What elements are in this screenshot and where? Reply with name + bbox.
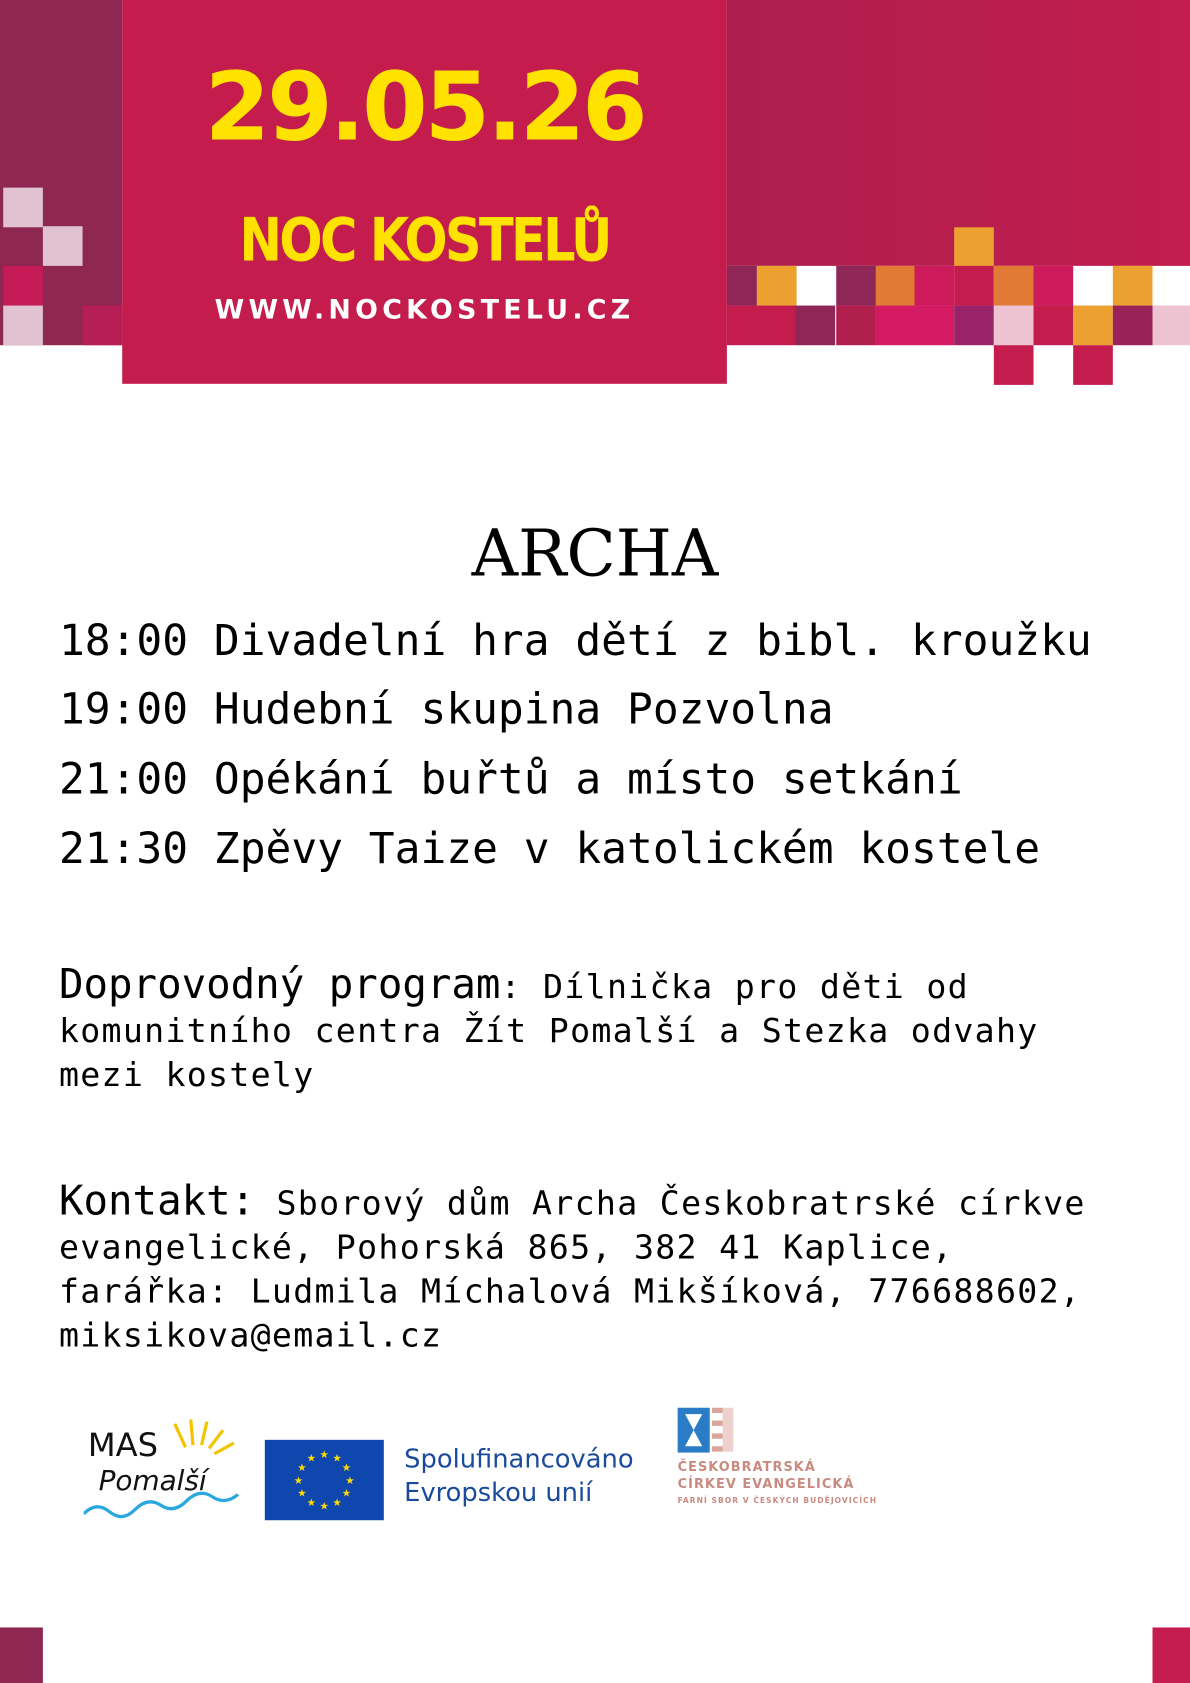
cce-logo-text [678,1458,877,1509]
schedule-text: Opékání buřtů a místo setkání [213,754,963,805]
schedule-time: 21:30 [58,824,189,874]
header-right-block [727,0,1190,266]
pixel-square [43,226,83,266]
eu-flag [265,1440,384,1520]
schedule-time: 18:00 [58,616,189,666]
pixel-square [836,266,876,306]
eu-star: ★ [319,1449,330,1462]
pixel-square [954,306,994,346]
contact-text: Sborový dům Archa Českobratrské církve evangelické, Pohorská 865, 382 41 Kaplice, farářka: Ludmila Míchalová Mikšíková, 776688602, miksikova@email.cz [58,1184,1086,1356]
chalice-cross-icon [678,1408,737,1453]
eu-star: ★ [293,1474,304,1487]
contact [59,1179,1142,1358]
pixel-square [1153,306,1190,346]
event-date: 29.05.26 [204,51,645,162]
eu-star: ★ [341,1487,352,1500]
pixel-square [994,306,1034,346]
schedule-text: Hudební skupina Pozvolna [213,685,834,735]
schedule-text: Divadelní hra dětí z bibl. kroužku [213,616,1092,666]
eu-cofinance-text [404,1443,633,1509]
pixel-square [1073,345,1113,385]
schedule-time: 19:00 [58,685,189,735]
side-program [58,960,1142,1098]
cce-line3: FARNÍ SBOR V ČESKÝCH BUDĚJOVICÍCH [677,1496,878,1506]
eu-star: ★ [341,1461,352,1474]
pixel-square [757,266,797,306]
schedule-item [59,755,963,804]
pixel-square [1113,306,1153,346]
pixel-square [1034,306,1074,346]
cce-line2: CÍRKEV EVANGELICKÁ [677,1476,855,1492]
mas-pomalsi-logo [84,1415,239,1522]
venue-title: ARCHA [471,516,719,592]
pixel-square [994,266,1034,306]
side-program-label: Doprovodný program [58,960,501,1008]
eu-star: ★ [345,1474,355,1487]
contact-label: Kontakt: [58,1177,256,1225]
eu-star: ★ [297,1487,307,1500]
eu-line1: Spolufinancováno [404,1444,634,1475]
event-title: NOC KOSTELŮ [239,205,610,276]
pixel-square [994,345,1034,385]
pixel-square [1073,306,1113,346]
eu-star: ★ [306,1452,317,1465]
footer-square-right [1153,1627,1190,1683]
mas-logo-line1: MAS [87,1425,159,1464]
schedule-time: 21:00 [58,754,189,805]
pixel-square [727,306,796,346]
eu-star: ★ [332,1452,342,1465]
schedule-item [59,824,1040,873]
pixel-square [83,306,123,346]
schedule-item [59,685,834,734]
pixel-square [1113,266,1153,306]
eu-star: ★ [319,1500,330,1513]
event-website[interactable]: WWW.NOCKOSTELU.CZ [214,293,635,325]
schedule-item [59,616,1092,665]
pixel-square [876,306,954,346]
footer-square-left [0,1627,43,1683]
pixel-square [1034,266,1074,306]
eu-stars-icon [265,1440,384,1520]
pixel-square [727,266,757,306]
side-program-text: : Dílnička pro děti od komunitního centra Žít Pomalší a Stezka odvahy mezi kostely [58,968,1039,1095]
pixel-square [954,266,994,306]
eu-line2: Evropskou unií [404,1477,593,1508]
cce-line1: ČESKOBRATRSKÁ [677,1459,816,1475]
schedule-text: Zpěvy Taize v katolickém kostele [213,824,1041,874]
pixel-square [3,306,43,346]
pixel-square [3,266,43,306]
pixel-square [795,306,835,346]
pixel-square [836,306,876,346]
pixel-square [915,266,955,306]
pixel-square [954,227,994,267]
pixel-square [3,188,43,228]
eu-star: ★ [306,1497,317,1510]
eu-star: ★ [297,1461,307,1474]
pixel-square [876,266,916,306]
eu-star: ★ [332,1497,342,1510]
mas-logo-line2: Pomalší [98,1464,207,1498]
